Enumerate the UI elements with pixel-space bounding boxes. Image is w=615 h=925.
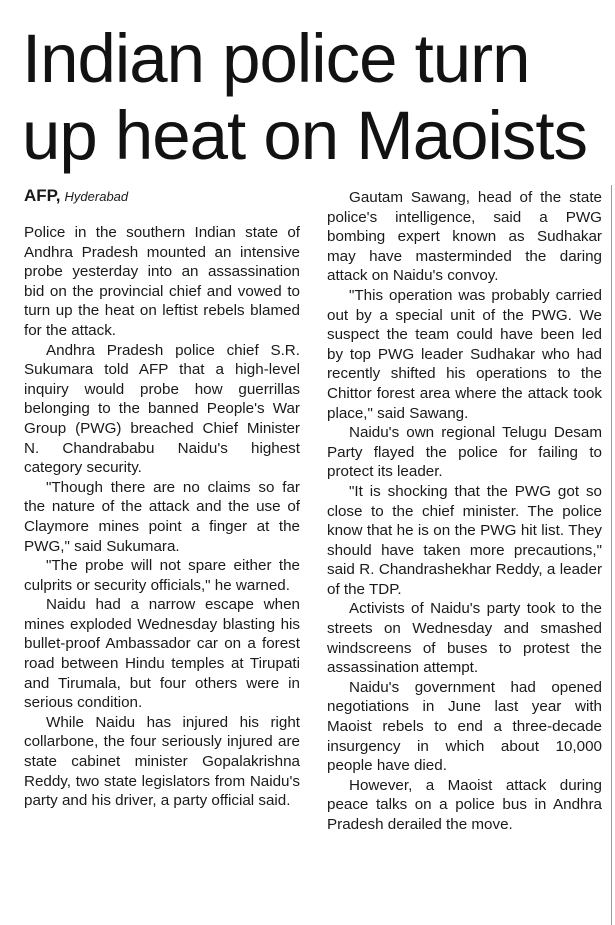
paragraph: Gautam Sawang, head of the state police's intelligence, said a PWG bombing expert known as Sudhakar may have masterminded the daring attack on Naidu's convoy.: [327, 189, 602, 285]
byline-agency: AFP,: [24, 186, 61, 205]
paragraph: However, a Maoist attack during peace talks on a police bus in Andhra Pradesh derailed the move.: [327, 776, 602, 833]
paragraph: "It is shocking that the PWG got so close to the chief minister. The police know that he is on the PWG hit list. They should have taken more precautions," said R. Chandrashekhar Reddy, a leader of the TDP.: [327, 482, 602, 598]
paragraph: Activists of Naidu's party took to the streets on Wednesday and smashed windscreens of buses to protest the assassination attempt.: [327, 600, 602, 677]
paragraph: Naidu's own regional Telugu Desam Party flayed the police for failing to protect its leader.: [327, 424, 602, 481]
column-divider: [611, 185, 612, 925]
paragraph: Naidu's government had opened negotiations in June last year with Maoist rebels to end a three-decade insurgency in which about 10,000 people have died.: [327, 678, 602, 775]
paragraph: "This operation was probably carried out by a special unit of the PWG. We suspect the team could have been led by top PWG leader Sudhakar who had recently shifted his operations to the Chittor forest area where the attack took place," said Sawang.: [327, 286, 602, 422]
article-column-left: [24, 186, 300, 811]
paragraph: Naidu had a narrow escape when mines exploded Wednesday blasting his bullet-proof Ambassador car on a forest road between Hindu temples at Tirupati and Tirumala, but four others were in serious condition.: [24, 596, 300, 712]
article-column-right: [327, 188, 602, 835]
byline-location: Hyderabad: [64, 189, 129, 204]
byline: [24, 186, 300, 210]
paragraph: Andhra Pradesh police chief S.R. Sukumara told AFP that a high-level inquiry would probe how guerrillas belonging to the banned People's War Group (PWG) breached Chief Minister N. Chandrababu Naidu's highest category security.: [24, 341, 300, 477]
paragraph: While Naidu has injured his right collarbone, the four seriously injured are state cabinet minister Gopalakrishna Reddy, two state legislators from Naidu's party and his driver, a party official said.: [24, 713, 300, 810]
paragraph: "Though there are no claims so far the nature of the attack and the use of Claymore mines point a finger at the PWG," said Sukumara.: [24, 478, 300, 555]
paragraph: "The probe will not spare either the culprits or security officials," he warned.: [24, 557, 300, 594]
paragraph: Police in the southern Indian state of Andhra Pradesh mounted an intensive probe yesterday into an assassination bid on the provincial chief and vowed to turn up the heat on leftist rebels blamed for the attack.: [24, 224, 300, 339]
headline: Indian police turn up heat on Maoists: [22, 20, 588, 174]
